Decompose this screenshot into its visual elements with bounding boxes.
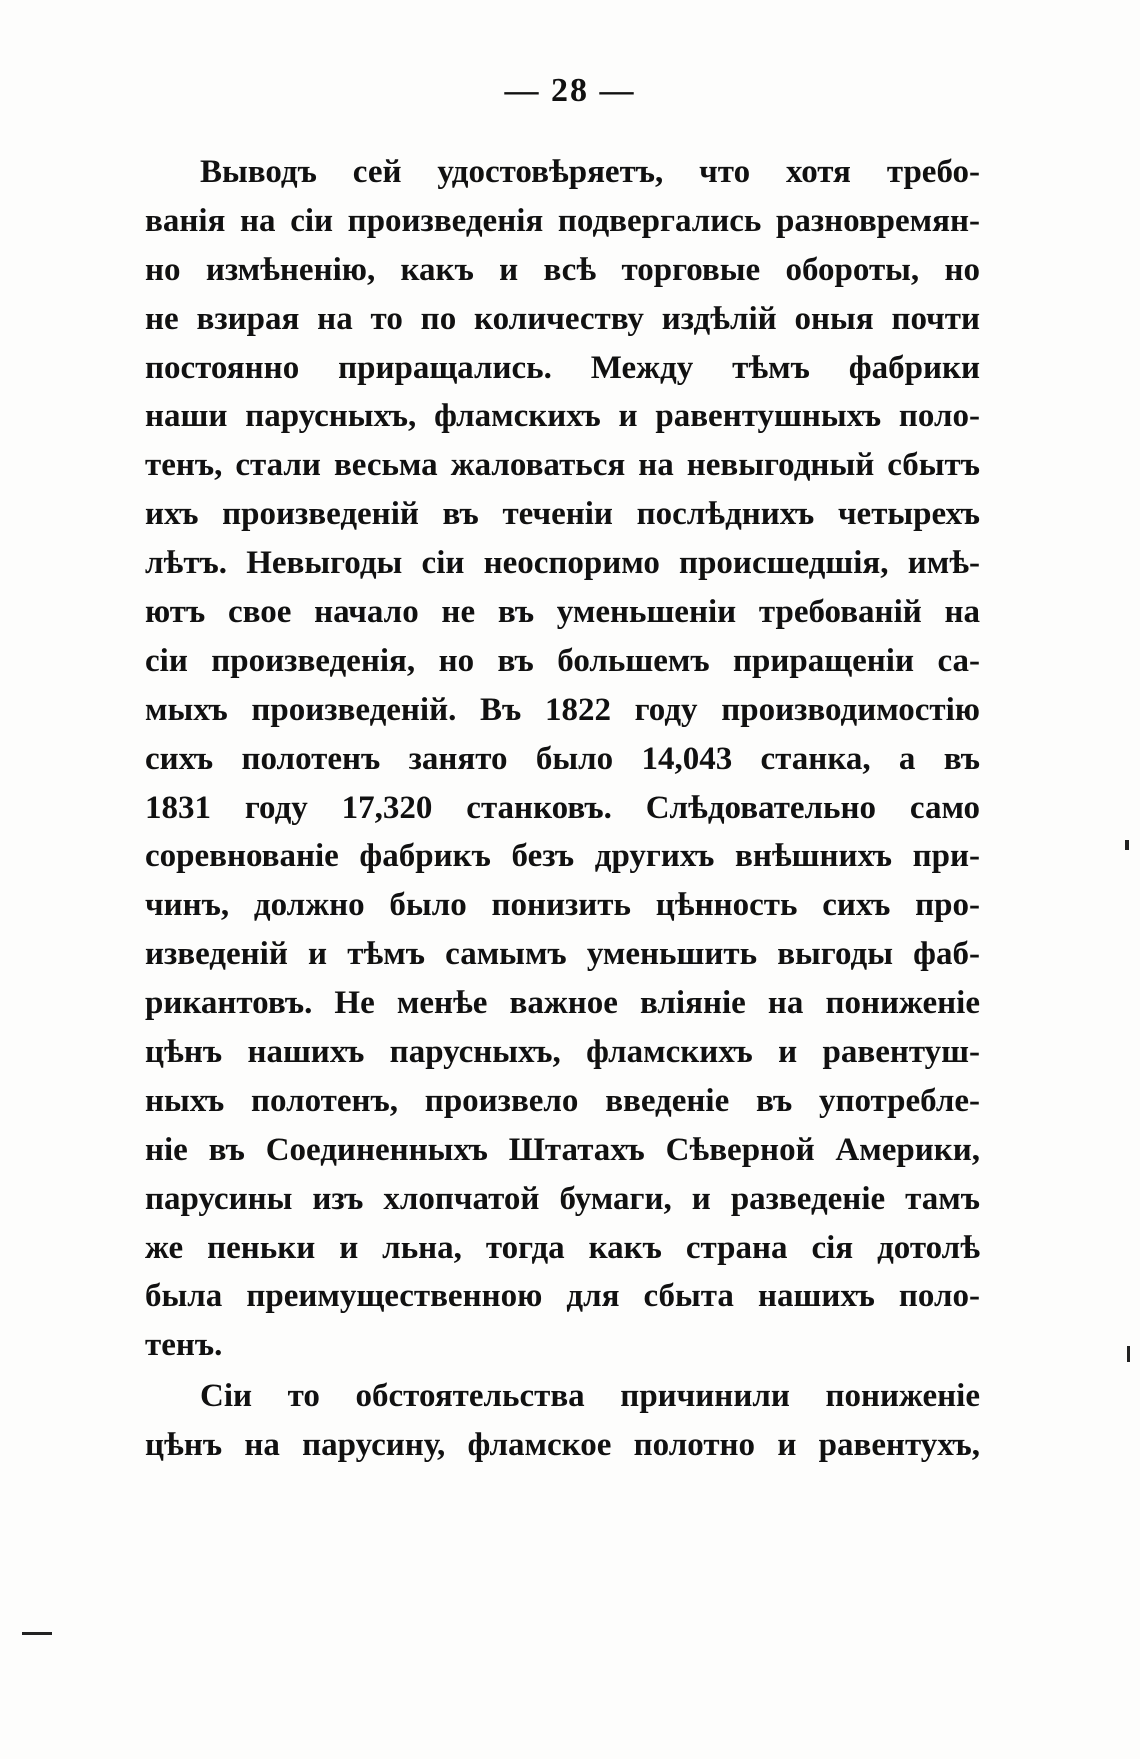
text-line: сіи произведенія, но въ большемъ приращеніи са- [145,642,980,679]
text-line: изведеній и тѣмъ самымъ уменьшить выгоды фаб- [145,936,980,973]
text-line: ныхъ полотенъ, произвело введеніе въ употребле- [145,1082,980,1119]
text-line: сихъ полотенъ занято было 14,043 станка, а въ [145,740,980,777]
text-line: ютъ свое начало не въ уменьшеніи требованій на [145,594,980,631]
text-line: парусины изъ хлопчатой бумаги, и разведеніе тамъ [145,1180,980,1217]
scan-speck [22,1632,52,1635]
text-line: но измѣненію, какъ и всѣ торговые обороты, но [145,251,980,288]
text-line: чинъ, должно было понизить цѣнность сихъ про- [145,887,980,924]
text-line: ихъ произведеній въ теченіи послѣднихъ четырехъ [145,496,980,533]
text-line: Выводъ сей удостовѣряетъ, что хотя требо- [200,154,980,190]
text-line: тенъ. [145,1327,223,1364]
paragraph-1 [145,148,980,1370]
page-number: — 28 — [504,72,636,109]
paragraph-2 [145,1372,980,1470]
text-line: тенъ, стали весьма жаловаться на невыгодный сбытъ [145,447,980,484]
text-line: постоянно приращались. Между тѣмъ фабрики [145,349,980,386]
text-line: наши парусныхъ, фламскихъ и равентушныхъ поло- [145,398,980,435]
scan-speck [1125,840,1129,850]
text-line: же пеньки и льна, тогда какъ страна сія дотолѣ [145,1229,980,1266]
text-line: рикантовъ. Не менѣе важное вліяніе на пониженіе [145,985,980,1022]
scan-speck [1127,1346,1130,1362]
text-line: цѣнъ нашихъ парусныхъ, фламскихъ и равентуш- [145,1034,980,1071]
text-line: цѣнъ на парусину, фламское полотно и равентухъ, [145,1426,980,1463]
text-line: была преимущественною для сбыта нашихъ поло- [145,1278,980,1315]
text-line: ванія на сіи произведенія подвергались разновремян- [145,202,980,239]
text-line: ніе въ Соединенныхъ Штатахъ Сѣверной Америки, [145,1131,980,1168]
text-line: не взирая на то по количеству издѣлій оныя почти [145,300,980,337]
text-line: мыхъ произведеній. Въ 1822 году производимостію [145,691,980,728]
text-line: лѣтъ. Невыгоды сіи неоспоримо происшедшія, имѣ- [145,545,980,582]
text-line: соревнованіе фабрикъ безъ другихъ внѣшнихъ при- [145,838,980,875]
text-line: 1831 году 17,320 станковъ. Слѣдовательно само [145,789,980,826]
text-line: Сіи то обстоятельства причинили пониженіе [200,1378,980,1414]
